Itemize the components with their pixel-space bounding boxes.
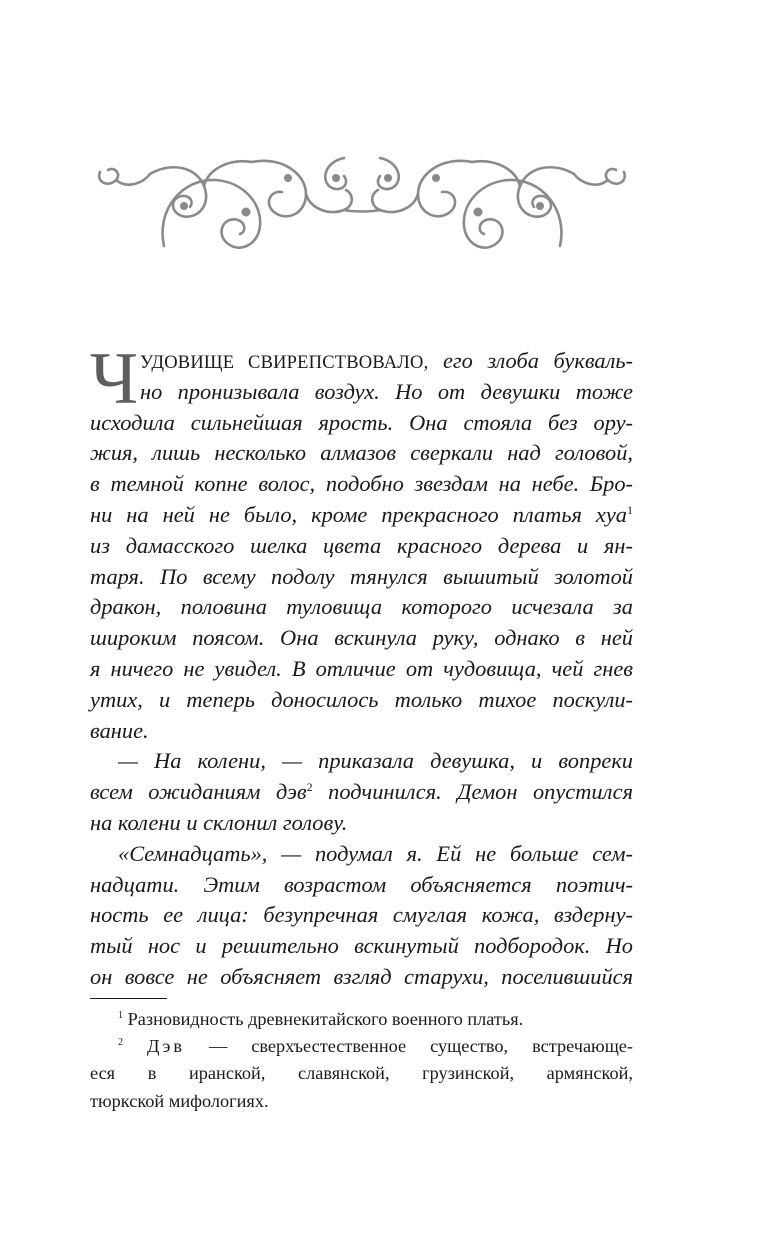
text-line: ность ее лица: безупречная смуглая кожа, вздерну- [90, 902, 633, 928]
text-line: утих, и теперь доносилось только тихое поскули- [90, 686, 633, 712]
text-line: дракон, половина туловища которого исчезала за [90, 594, 633, 620]
footnote-term: Дэв [147, 1036, 185, 1057]
text-line: исходила сильнейшая ярость. Она стояла без ору- [90, 409, 633, 435]
text-line: в темной копне волос, подобно звездам на небе. Бро- [90, 471, 633, 497]
text-line: жия, лишь несколько алмазов сверкали над головой, [90, 440, 633, 466]
text-line: из дамасского шелка цвета красного дерева и ян- [90, 532, 633, 558]
text-line: таря. По всему подолу тянулся вышитый золотой [90, 563, 633, 589]
decorative-ornament [92, 150, 632, 255]
text-line: я ничего не увидел. В отличие от чудовища, чей гнев [90, 655, 633, 681]
text-line: УДОВИЩЕ СВИРЕПСТВОВАЛО, его злоба букваль- [140, 348, 633, 373]
footnote-divider [90, 998, 167, 999]
drop-cap: Ч [90, 338, 139, 420]
footnote-2-cont: тюркской мифологиях. [90, 1090, 269, 1111]
text-line: на колени и склонил голову. [90, 809, 348, 835]
text-line: «Семнадцать», — подумал я. Ей не больше сем- [118, 840, 633, 866]
text-line: тый нос и решительно вскинутый подбородок. Но [90, 933, 633, 959]
text-line: широким поясом. Она вскинула руку, однако в ней [90, 625, 633, 651]
chapter-body [90, 338, 633, 993]
footnote-1: $^1$ Разновидность древнекитайского военного платья. [118, 1009, 524, 1029]
footnote-2: $^2$ Дэв — сверхъестественное существо, встречающе- [118, 1036, 633, 1057]
text-line: всем ожиданиям дэв$^2$ подчинился. Демон опустился [90, 779, 633, 805]
text-line: но пронизывала воздух. Но от девушки тоже [140, 378, 633, 404]
opening-small-caps: УДОВИЩЕ СВИРЕПСТВОВАЛО, [140, 353, 429, 373]
text-line: вание. [90, 717, 149, 743]
text-line: — На колени, — приказала девушка, и вопреки [118, 748, 633, 774]
text-line: ни на ней не было, кроме прекрасного платья хуа$^1$ [90, 501, 633, 527]
footnote-2-cont: еся в иранской, славянской, грузинской, армянской, [90, 1063, 633, 1084]
footnotes [90, 1006, 633, 1115]
footnote-ref-2[interactable]: 2 [306, 780, 313, 795]
text-line: он вовсе не объясняет взгляд старухи, поселившийся [90, 963, 633, 989]
footnote-ref-1[interactable]: 1 [627, 502, 633, 517]
text-line: надцати. Этим возрастом объясняется поэтич- [90, 871, 633, 897]
